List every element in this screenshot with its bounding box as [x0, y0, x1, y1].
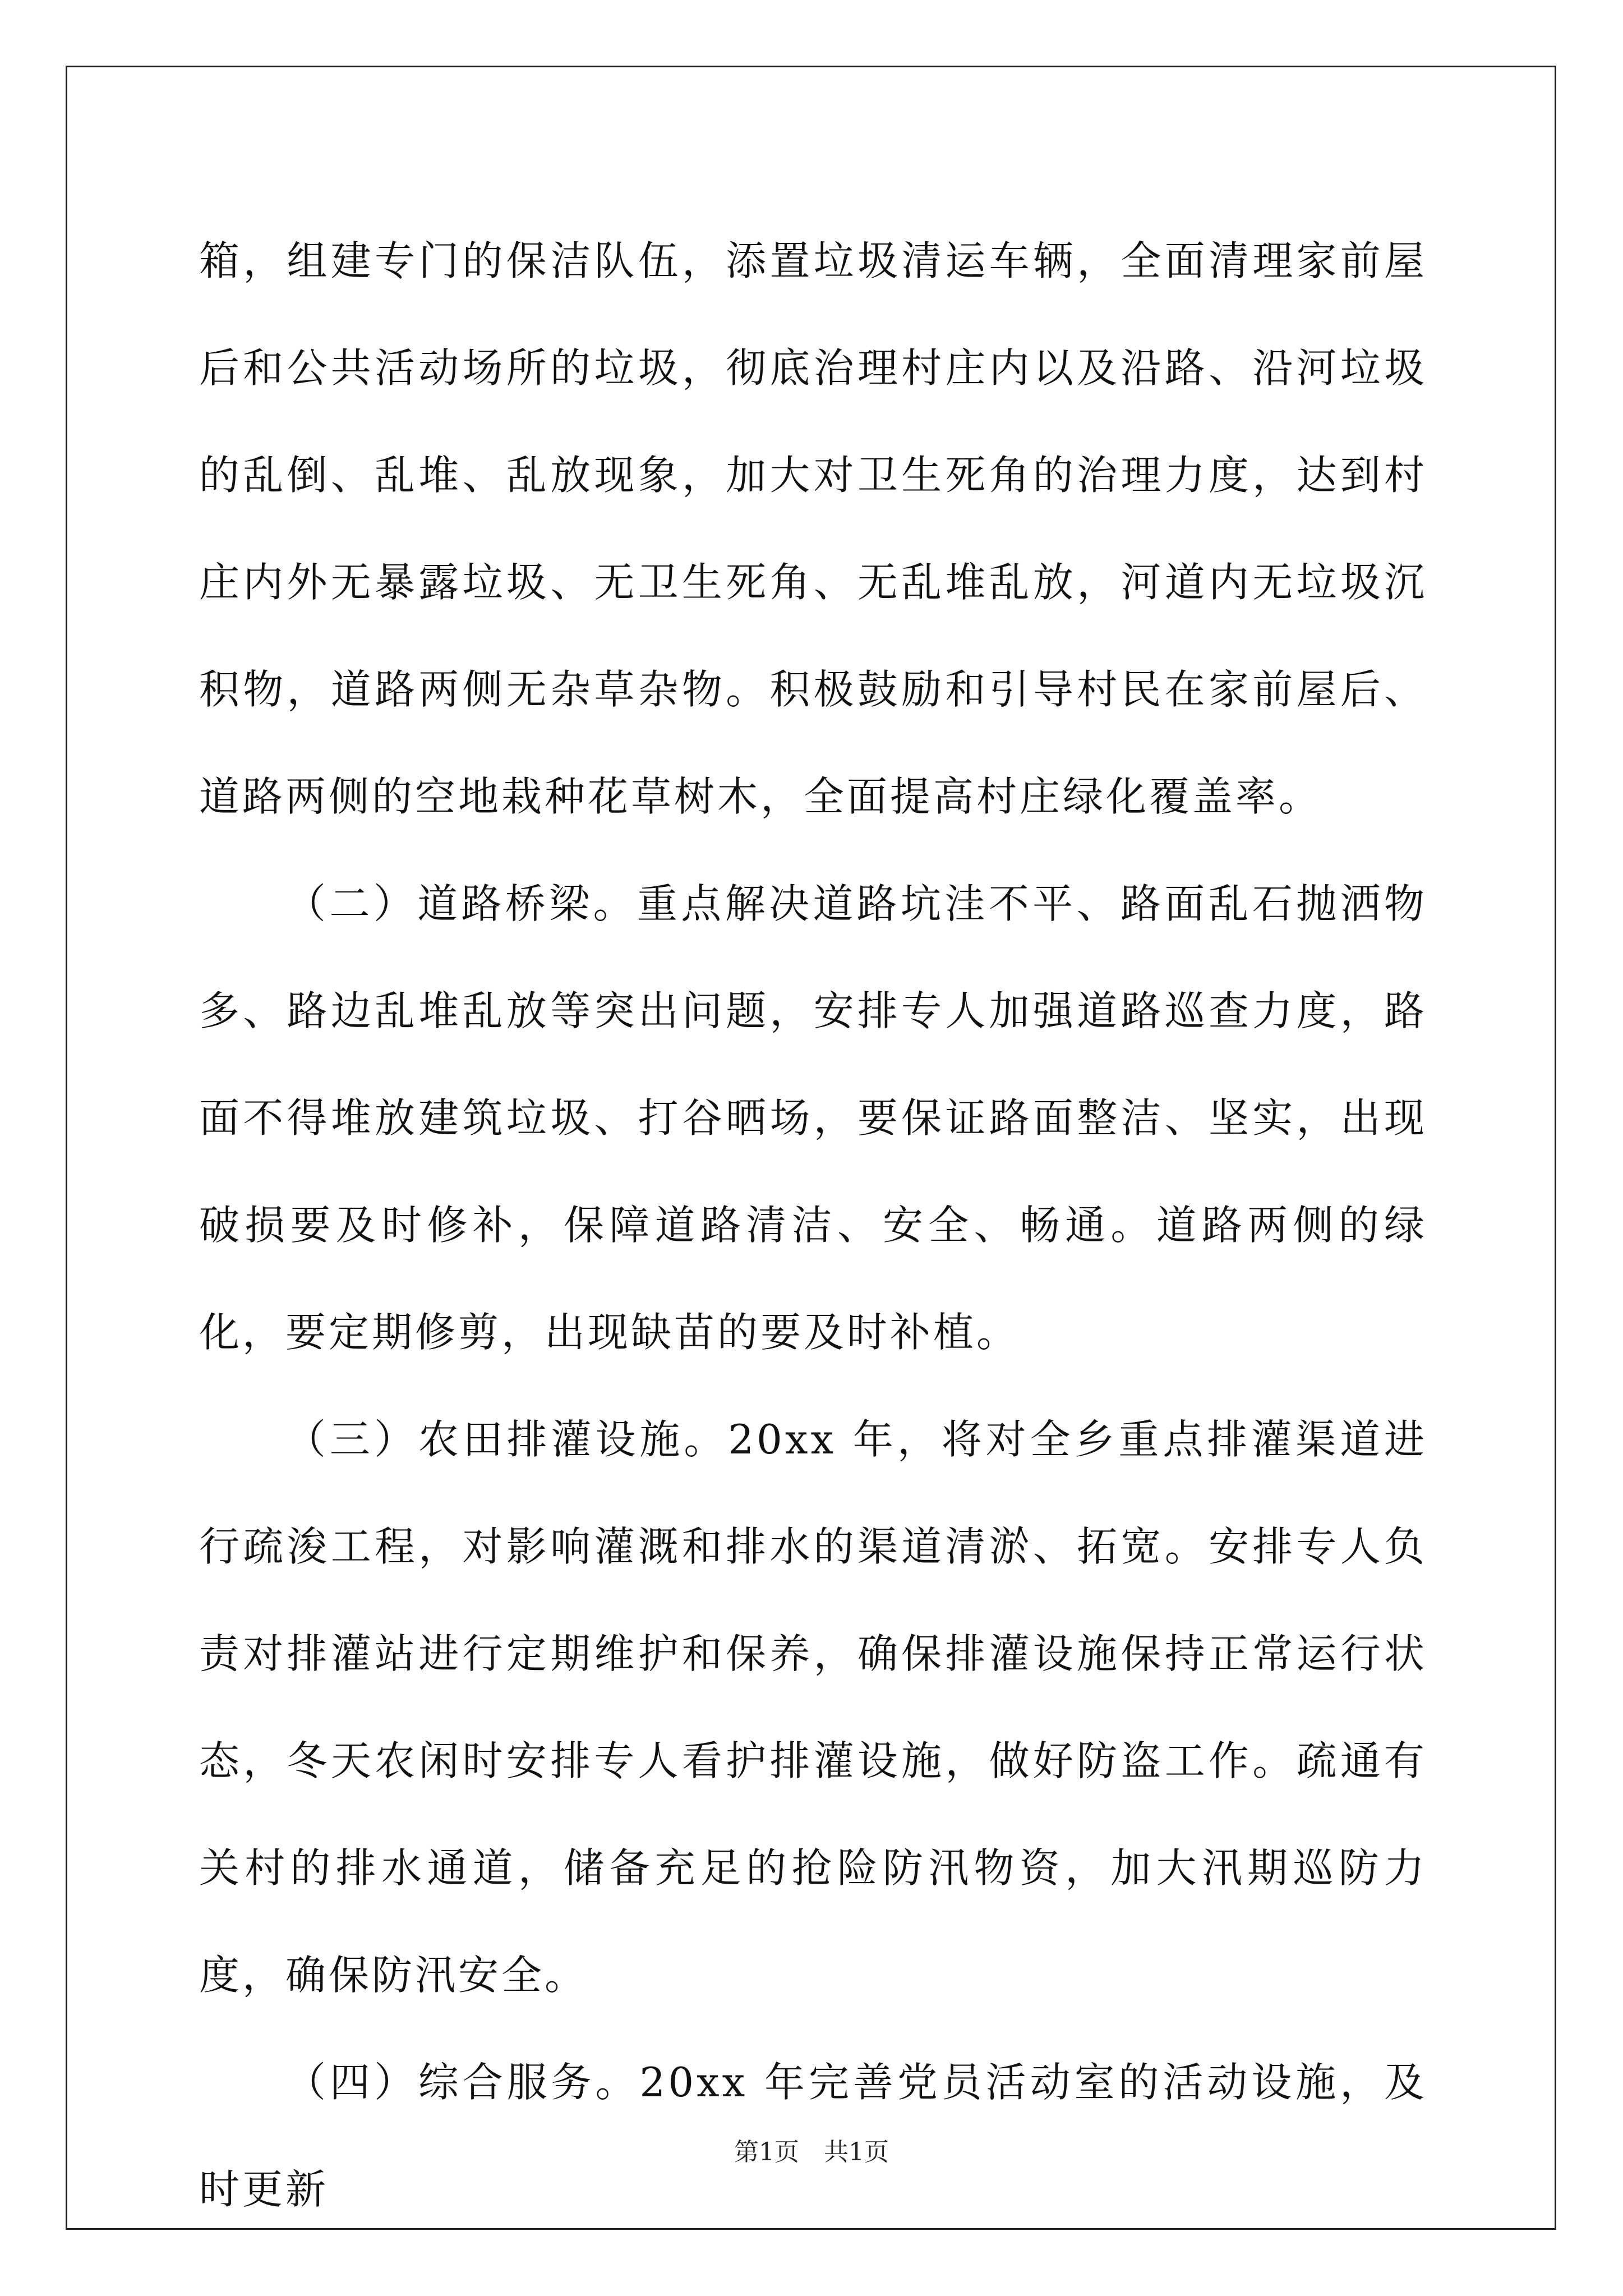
- paragraph-2: （二）道路桥梁。重点解决道路坑洼不平、路面乱石抛洒物多、路边乱堆乱放等突出问题，安排专人加强道路巡查力度，路面不得堆放建筑垃圾、打谷晒场，要保证路面整洁、坚实，出现破损要及时修补，保障道路清洁、安全、畅通。道路两侧的绿化，要定期修剪，出现缺苗的要及时补植。: [199, 880, 1427, 1356]
- paragraph-3: （三）农田排灌设施。20xx 年，将对全乡重点排灌渠道进行疏浚工程，对影响灌溉和排水的渠道清淤、拓宽。安排专人负责对排灌站进行定期维护和保养，确保排灌设施保持正常运行状态，冬天农闲时安排专人看护排灌设施，做好防盗工作。疏通有关村的排水通道，储备充足的抢险防汛物资，加大汛期巡防力度，确保防汛安全。: [199, 1416, 1427, 1999]
- document-body: [199, 208, 1427, 2243]
- page-number-footer: 第1页 共1页: [734, 2138, 889, 2166]
- paragraph-4: （四）综合服务。20xx 年完善党员活动室的活动设施，及时更新: [199, 2059, 1427, 2213]
- paragraph-1: 箱，组建专门的保洁队伍，添置垃圾清运车辆，全面清理家前屋后和公共活动场所的垃圾，彻底治理村庄内以及沿路、沿河垃圾的乱倒、乱堆、乱放现象，加大对卫生死角的治理力度，达到村庄内外无暴露垃圾、无卫生死角、无乱堆乱放，河道内无垃圾沉积物，道路两侧无杂草杂物。积极鼓励和引导村民在家前屋后、道路两侧的空地栽种花草树木，全面提高村庄绿化覆盖率。: [199, 237, 1427, 820]
